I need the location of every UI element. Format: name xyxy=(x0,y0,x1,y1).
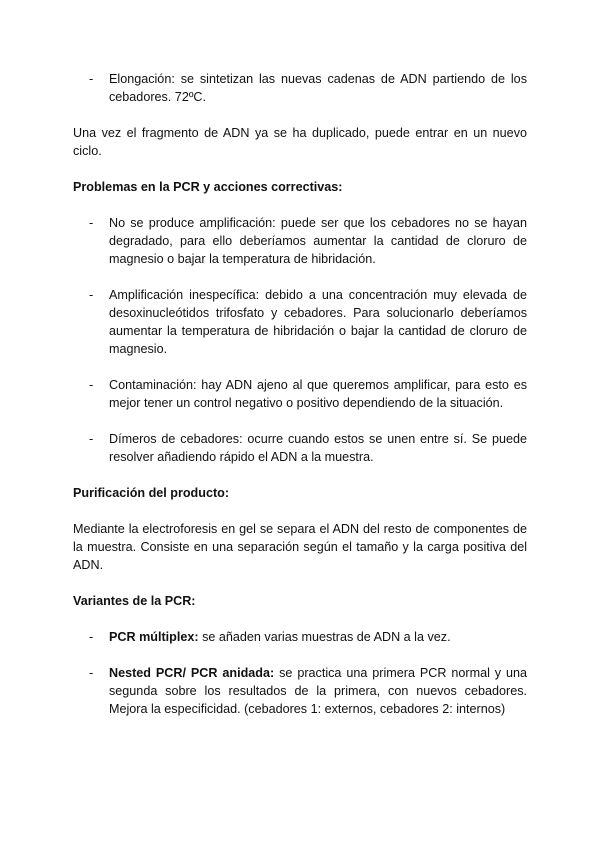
bullet-text: Contaminación: hay ADN ajeno al que queremos amplificar, para esto es mejor tener un control negativo o positivo dependiendo de la situación. xyxy=(109,378,527,410)
bullet-text: Dímeros de cebadores: ocurre cuando estos se unen entre sí. Se puede resolver añadiendo rápido el ADN a la muestra. xyxy=(109,432,527,464)
variants-heading: Variantes de la PCR: xyxy=(73,594,196,608)
problems-list xyxy=(73,214,527,466)
bullet-dash: - xyxy=(89,288,94,302)
bullet-dash: - xyxy=(89,666,94,680)
intro-bullet-list xyxy=(73,70,527,106)
purification-paragraph: Mediante la electroforesis en gel se separa el ADN del resto de componentes de la muestra. Consiste en una separación según el tamaño y la carga positiva del ADN. xyxy=(73,522,527,572)
bullet-text: Amplificación inespecífica: debido a una concentración muy elevada de desoxinucleótidos trifosfato y cebadores. Para solucionarlo deberíamos aumentar la temperatura de hibridación o bajar la cantidad de cloruro de magnesio. xyxy=(109,288,527,356)
list-item xyxy=(73,628,527,646)
bullet-dash: - xyxy=(89,630,94,644)
problems-heading: Problemas en la PCR y acciones correctivas: xyxy=(73,180,343,194)
bullet-text: Elongación: se sintetizan las nuevas cadenas de ADN partiendo de los cebadores. 72ºC. xyxy=(109,72,527,104)
list-item xyxy=(73,664,527,718)
variant-text: se practica una primera PCR normal y una segunda sobre los resultados de la primera, con nuevos cebadores. Mejora la especificidad. (cebadores 1: externos, cebadores 2: internos) xyxy=(109,666,528,716)
list-item xyxy=(73,376,527,412)
purification-heading: Purificación del producto: xyxy=(73,486,230,500)
list-item xyxy=(73,70,527,106)
list-item xyxy=(73,286,527,358)
bullet-dash: - xyxy=(89,72,94,86)
document-body xyxy=(73,70,527,718)
intro-paragraph: Una vez el fragmento de ADN ya se ha duplicado, puede entrar en un nuevo ciclo. xyxy=(73,126,527,158)
bullet-dash: - xyxy=(89,432,94,446)
list-item xyxy=(73,214,527,268)
variant-text: se añaden varias muestras de ADN a la vez. xyxy=(198,630,451,644)
bullet-dash: - xyxy=(89,378,94,392)
variant-term: Nested PCR/ PCR anidada: xyxy=(109,666,275,680)
bullet-dash: - xyxy=(89,216,94,230)
bullet-text: No se produce amplificación: puede ser que los cebadores no se hayan degradado, para ello deberíamos aumentar la cantidad de cloruro de magnesio o bajar la temperatura de hibridación. xyxy=(109,216,527,266)
variants-list xyxy=(73,628,527,718)
variant-term: PCR múltiplex: xyxy=(109,630,199,644)
list-item xyxy=(73,430,527,466)
